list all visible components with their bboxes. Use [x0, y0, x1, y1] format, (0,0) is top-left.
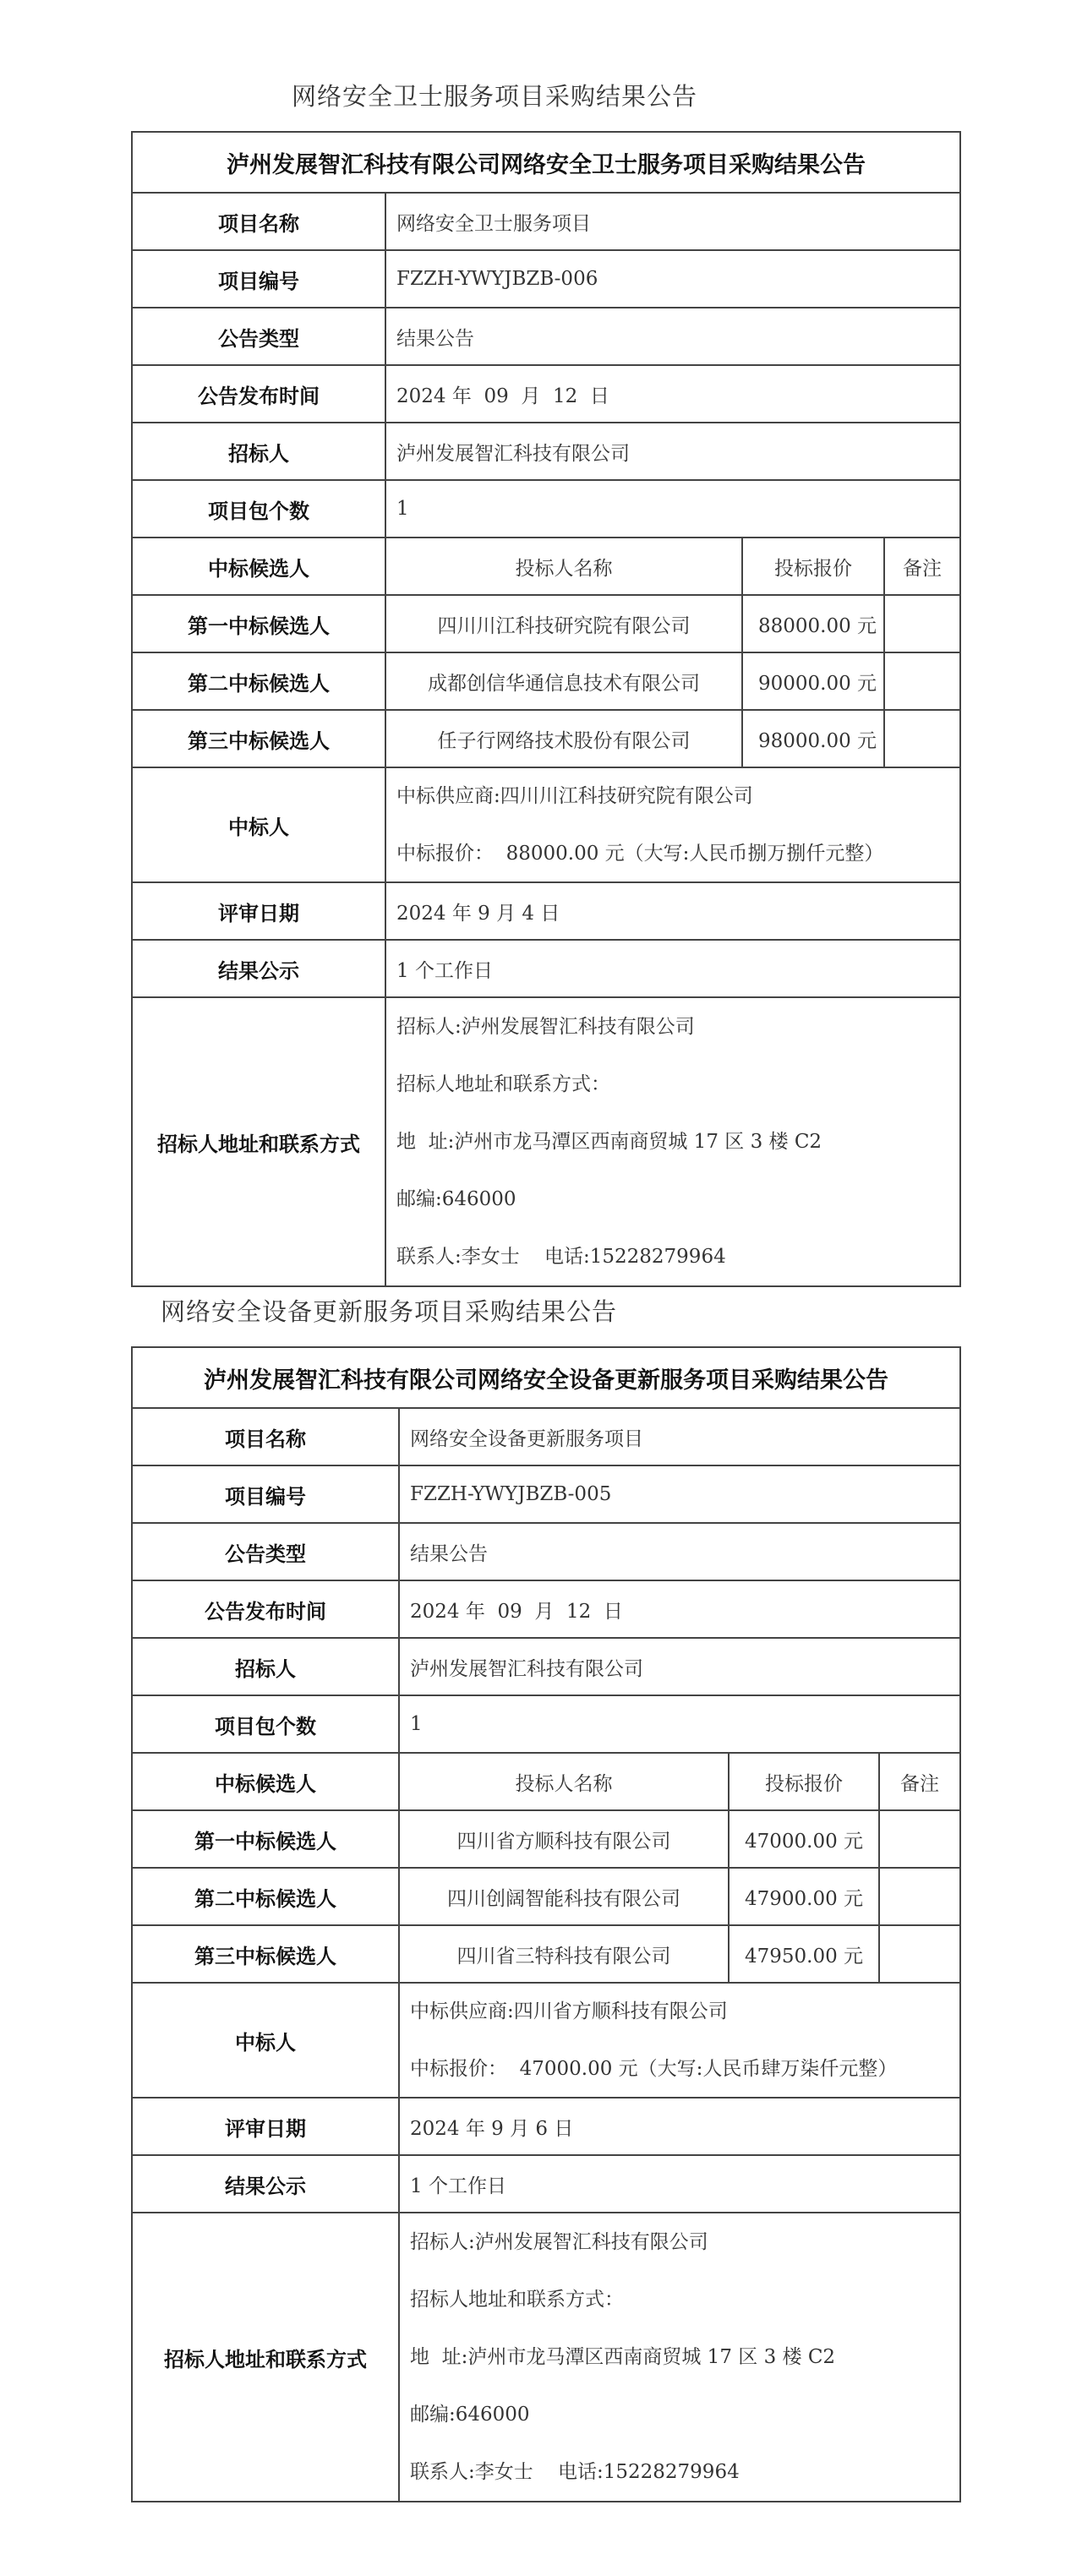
contact-label: 招标人地址和联系方式 [132, 997, 385, 1286]
candidate-name: 四川川江科技研究院有限公司 [385, 595, 742, 652]
candidate-price: 47000.00 元 [729, 1810, 879, 1868]
bid-price-header: 投标报价 [729, 1753, 879, 1810]
candidate-remark [879, 1810, 960, 1868]
winner-supplier: 中标供应商:四川川江科技研究院有限公司 [396, 785, 753, 807]
package-count-label: 项目包个数 [132, 480, 385, 538]
project-name-value: 网络安全卫士服务项目 [385, 193, 960, 250]
package-count-value: 1 [385, 480, 960, 538]
review-date-label: 评审日期 [132, 2098, 399, 2155]
candidate-row [132, 652, 960, 710]
candidate-name: 四川省方顺科技有限公司 [399, 1810, 729, 1868]
publicity-label: 结果公示 [132, 2155, 399, 2213]
publish-time-value: 2024 年 09 月 12 日 [385, 365, 960, 423]
project-name-label: 项目名称 [132, 1408, 399, 1465]
tenderer-label: 招标人 [132, 423, 385, 480]
contact-line: 招标人地址和联系方式： [410, 2289, 624, 2311]
notice-type-value: 结果公告 [399, 1523, 960, 1580]
notice-type-label: 公告类型 [132, 308, 385, 365]
contact-line: 地 址:泸州市龙马潭区西南商贸城 17 区 3 楼 C2 [396, 1131, 822, 1153]
candidate-name: 四川省三特科技有限公司 [399, 1925, 729, 1983]
bid-price-header: 投标报价 [742, 538, 884, 595]
winner-label: 中标人 [132, 767, 385, 882]
notice-2-table [131, 1346, 961, 2502]
candidate-remark [884, 652, 960, 710]
candidate-remark [879, 1925, 960, 1983]
candidates-label: 中标候选人 [132, 538, 385, 595]
candidate-remark [884, 710, 960, 767]
candidate-rank: 第三中标候选人 [132, 710, 385, 767]
review-date-value: 2024 年 9 月 6 日 [399, 2098, 960, 2155]
candidate-remark [879, 1868, 960, 1925]
contact-line: 联系人:李女士 电话:15228279964 [410, 2461, 740, 2483]
candidate-rank: 第一中标候选人 [132, 1810, 399, 1868]
candidate-price: 88000.00 元 [742, 595, 884, 652]
package-count-value: 1 [399, 1695, 960, 1753]
candidate-name: 四川创阔智能科技有限公司 [399, 1868, 729, 1925]
project-no-value: FZZH-YWYJBZB-005 [399, 1465, 960, 1523]
winner-label: 中标人 [132, 1983, 399, 2098]
winner-price: 中标报价： 47000.00 元（大写:人民币肆万柒仟元整） [410, 2058, 898, 2080]
notice-1-heading: 网络安全卫士服务项目采购结果公告 [292, 82, 698, 111]
contact-label: 招标人地址和联系方式 [132, 2213, 399, 2502]
notice-1-table-title: 泸州发展智汇科技有限公司网络安全卫士服务项目采购结果公告 [132, 132, 960, 193]
notice-type-label: 公告类型 [132, 1523, 399, 1580]
candidate-remark [884, 595, 960, 652]
winner-price: 中标报价： 88000.00 元（大写:人民币捌万捌仟元整） [396, 843, 884, 865]
contact-line: 联系人:李女士 电话:15228279964 [396, 1246, 726, 1268]
winner-supplier: 中标供应商:四川省方顺科技有限公司 [410, 2000, 728, 2022]
project-no-label: 项目编号 [132, 1465, 399, 1523]
candidate-price: 47950.00 元 [729, 1925, 879, 1983]
contact-line: 招标人:泸州发展智汇科技有限公司 [410, 2231, 708, 2253]
notice-type-value: 结果公告 [385, 308, 960, 365]
bidder-name-header: 投标人名称 [385, 538, 742, 595]
candidate-row [132, 1810, 960, 1868]
candidate-rank: 第一中标候选人 [132, 595, 385, 652]
notice-2-heading: 网络安全设备更新服务项目采购结果公告 [161, 1297, 618, 1326]
candidate-rank: 第二中标候选人 [132, 652, 385, 710]
project-name-value: 网络安全设备更新服务项目 [399, 1408, 960, 1465]
publicity-label: 结果公示 [132, 940, 385, 997]
tenderer-value: 泸州发展智汇科技有限公司 [399, 1638, 960, 1695]
bidder-name-header: 投标人名称 [399, 1753, 729, 1810]
notice-1-table [131, 131, 961, 1287]
publish-time-label: 公告发布时间 [132, 1580, 399, 1638]
publicity-value: 1 个工作日 [399, 2155, 960, 2213]
remark-header: 备注 [879, 1753, 960, 1810]
publicity-value: 1 个工作日 [385, 940, 960, 997]
remark-header: 备注 [884, 538, 960, 595]
publish-time-value: 2024 年 09 月 12 日 [399, 1580, 960, 1638]
candidate-name: 任子行网络技术股份有限公司 [385, 710, 742, 767]
tenderer-label: 招标人 [132, 1638, 399, 1695]
candidate-rank: 第三中标候选人 [132, 1925, 399, 1983]
notice-2-table-title: 泸州发展智汇科技有限公司网络安全设备更新服务项目采购结果公告 [132, 1347, 960, 1408]
contact-line: 邮编:646000 [396, 1188, 516, 1210]
tenderer-value: 泸州发展智汇科技有限公司 [385, 423, 960, 480]
package-count-label: 项目包个数 [132, 1695, 399, 1753]
review-date-label: 评审日期 [132, 882, 385, 940]
candidate-price: 47900.00 元 [729, 1868, 879, 1925]
contact-line: 地 址:泸州市龙马潭区西南商贸城 17 区 3 楼 C2 [410, 2346, 836, 2368]
project-no-value: FZZH-YWYJBZB-006 [385, 250, 960, 308]
contact-line: 邮编:646000 [410, 2404, 530, 2426]
candidate-rank: 第二中标候选人 [132, 1868, 399, 1925]
contact-line: 招标人:泸州发展智汇科技有限公司 [396, 1016, 695, 1038]
contact-line: 招标人地址和联系方式： [396, 1073, 610, 1095]
candidate-row [132, 1868, 960, 1925]
candidate-price: 98000.00 元 [742, 710, 884, 767]
publish-time-label: 公告发布时间 [132, 365, 385, 423]
candidate-row [132, 1925, 960, 1983]
review-date-value: 2024 年 9 月 4 日 [385, 882, 960, 940]
project-name-label: 项目名称 [132, 193, 385, 250]
candidate-row [132, 710, 960, 767]
candidate-name: 成都创信华通信息技术有限公司 [385, 652, 742, 710]
candidates-label: 中标候选人 [132, 1753, 399, 1810]
candidate-price: 90000.00 元 [742, 652, 884, 710]
candidate-row [132, 595, 960, 652]
project-no-label: 项目编号 [132, 250, 385, 308]
